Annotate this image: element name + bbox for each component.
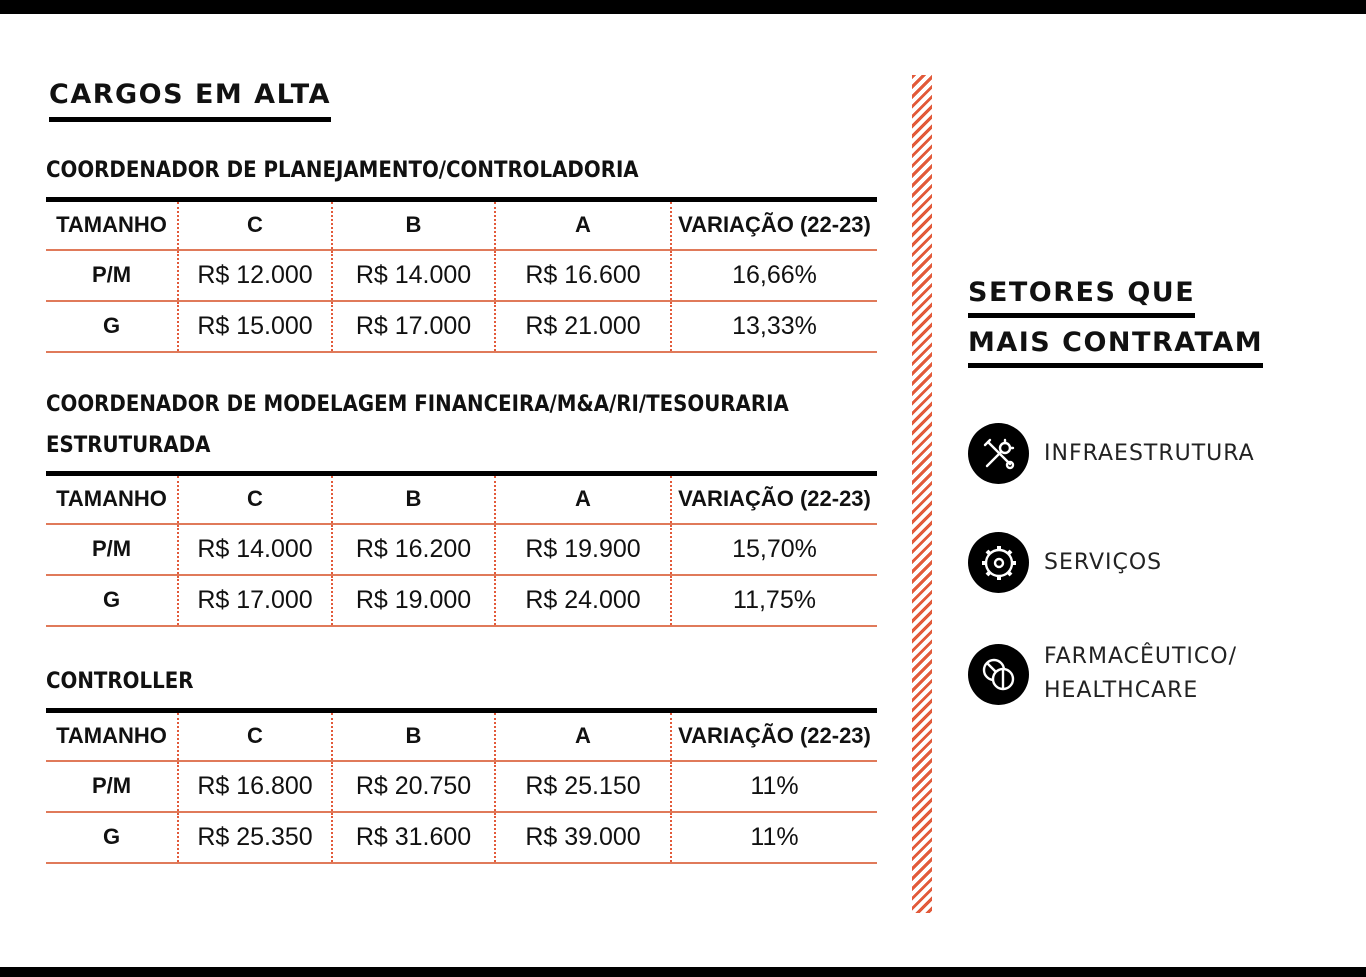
salary-table-controller	[46, 708, 877, 864]
sidebar-title-line2: MAIS CONTRATAM	[968, 327, 1263, 368]
cell-a: R$ 24.000	[495, 575, 671, 626]
header-b: B	[332, 200, 495, 250]
sector-label: FARMACÊUTICO/ HEALTHCARE	[1044, 644, 1237, 703]
header-a: A	[495, 711, 671, 761]
cell-size: G	[46, 301, 178, 352]
bottom-border-bar	[0, 967, 1366, 977]
cell-size: P/M	[46, 250, 178, 301]
sector-farmaceutico	[968, 640, 1237, 708]
header-c: C	[178, 711, 332, 761]
sector-label: SERVIÇOS	[1044, 549, 1163, 575]
cell-variacao: 13,33%	[671, 301, 877, 352]
table-row	[46, 575, 877, 626]
top-border-bar	[0, 0, 1366, 14]
sector-infraestrutura	[968, 423, 1255, 484]
cell-c: R$ 12.000	[178, 250, 332, 301]
table-row	[46, 524, 877, 575]
table-header-row	[46, 711, 877, 761]
cell-c: R$ 17.000	[178, 575, 332, 626]
table-row	[46, 812, 877, 863]
header-a: A	[495, 474, 671, 524]
section-heading-line1: COORDENADOR DE MODELAGEM FINANCEIRA/M&A/RI/TESOURARIA	[46, 392, 789, 417]
header-c: C	[178, 474, 332, 524]
sector-label: INFRAESTRUTURA	[1044, 440, 1255, 466]
gear-icon	[968, 532, 1029, 593]
table-header-row	[46, 200, 877, 250]
header-b: B	[332, 711, 495, 761]
header-tamanho: TAMANHO	[46, 200, 178, 250]
cell-b: R$ 17.000	[332, 301, 495, 352]
section-heading-text: CONTROLLER	[46, 669, 194, 694]
pills-icon	[968, 644, 1029, 705]
header-b: B	[332, 474, 495, 524]
table-header-row	[46, 474, 877, 524]
cell-b: R$ 16.200	[332, 524, 495, 575]
table-row	[46, 301, 877, 352]
header-variacao: VARIAÇÃO (22-23)	[671, 711, 877, 761]
salary-table-modelagem	[46, 471, 877, 627]
cell-b: R$ 31.600	[332, 812, 495, 863]
cell-variacao: 11%	[671, 761, 877, 812]
cell-a: R$ 19.900	[495, 524, 671, 575]
header-tamanho: TAMANHO	[46, 474, 178, 524]
header-variacao: VARIAÇÃO (22-23)	[671, 200, 877, 250]
salary-table-planejamento	[46, 197, 877, 353]
cell-b: R$ 14.000	[332, 250, 495, 301]
cell-variacao: 11,75%	[671, 575, 877, 626]
tools-icon	[968, 423, 1029, 484]
section-heading-text: COORDENADOR DE PLANEJAMENTO/CONTROLADORIA	[46, 158, 639, 183]
cell-c: R$ 14.000	[178, 524, 332, 575]
cell-b: R$ 19.000	[332, 575, 495, 626]
header-variacao: VARIAÇÃO (22-23)	[671, 474, 877, 524]
table-row	[46, 761, 877, 812]
header-a: A	[495, 200, 671, 250]
cell-variacao: 15,70%	[671, 524, 877, 575]
cell-size: P/M	[46, 524, 178, 575]
section-heading-modelagem	[46, 384, 880, 466]
section-heading-planejamento	[46, 150, 880, 191]
section-heading-controller	[46, 661, 880, 702]
cell-size: P/M	[46, 761, 178, 812]
cell-a: R$ 39.000	[495, 812, 671, 863]
sidebar-title-line1: SETORES QUE	[968, 277, 1195, 318]
sector-servicos	[968, 532, 1162, 593]
cell-c: R$ 25.350	[178, 812, 332, 863]
header-c: C	[178, 200, 332, 250]
cell-variacao: 16,66%	[671, 250, 877, 301]
cell-size: G	[46, 575, 178, 626]
cell-b: R$ 20.750	[332, 761, 495, 812]
page-title: CARGOS EM ALTA	[49, 78, 331, 122]
cell-c: R$ 15.000	[178, 301, 332, 352]
header-tamanho: TAMANHO	[46, 711, 178, 761]
hatched-divider	[912, 75, 932, 913]
cell-a: R$ 21.000	[495, 301, 671, 352]
cell-size: G	[46, 812, 178, 863]
cell-a: R$ 25.150	[495, 761, 671, 812]
table-row	[46, 250, 877, 301]
section-heading-line2: ESTRUTURADA	[46, 433, 211, 458]
cell-variacao: 11%	[671, 812, 877, 863]
cell-c: R$ 16.800	[178, 761, 332, 812]
cell-a: R$ 16.600	[495, 250, 671, 301]
